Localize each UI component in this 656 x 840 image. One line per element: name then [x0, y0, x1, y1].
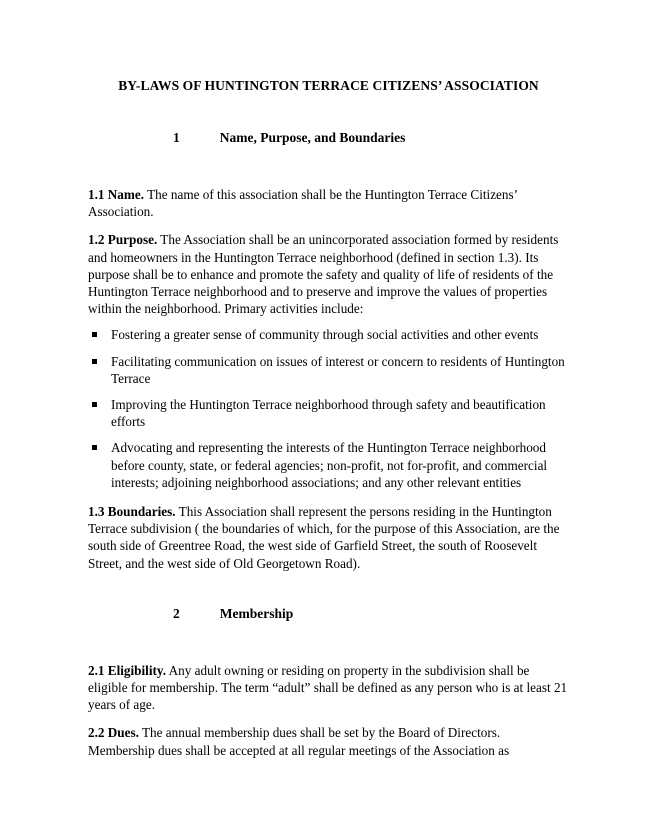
clause-1-2-label: 1.2 Purpose.	[88, 232, 158, 248]
square-bullet-icon	[92, 359, 97, 364]
section-number-1: 1	[173, 130, 180, 145]
clause-1-3	[88, 503, 569, 572]
list-item	[88, 326, 569, 343]
spacer	[88, 220, 569, 231]
list-item-text: Advocating and representing the interests of the Huntington Terrace neighborhood before county, state, or federal agencies; non-profit, not for-profit, and commercial interests; adjoining neighborhood associations; and any other relevant entities	[111, 440, 548, 490]
clause-2-2	[88, 724, 569, 758]
purpose-bullet-list	[88, 326, 569, 491]
clause-1-3-label: 1.3 Boundaries.	[88, 504, 176, 520]
spacer	[88, 713, 569, 724]
square-bullet-icon	[92, 445, 97, 450]
section-title-2: Membership	[219, 605, 294, 621]
clause-1-1	[88, 186, 569, 220]
list-item	[88, 353, 569, 387]
clause-1-1-text: The name of this association shall be the Huntington Terrace Citizens’ Association.	[88, 187, 518, 220]
spacer	[88, 622, 569, 662]
list-item	[88, 396, 569, 430]
clause-2-1-label: 2.1 Eligibility.	[88, 662, 167, 678]
section-number-2: 2	[173, 605, 180, 621]
purpose-bullet-list-wrapper	[88, 326, 569, 491]
list-item-text: Facilitating communication on issues of interest or concern to residents of Huntington Terrace	[111, 353, 565, 386]
section-title-1: Name, Purpose, and Boundaries	[219, 130, 406, 145]
clause-2-1	[88, 662, 569, 714]
list-item-text: Fostering a greater sense of community through social activities and other events	[111, 327, 539, 343]
clause-1-2-text: The Association shall be an unincorporated association formed by residents and homeowners in the Huntington Terrace neighborhood (defined in section 1.3). Its purpose shall be to enhance and promote the safety and quality of life of residents of the Huntington Terrace neighborhood and to preserve and improve the values of properties within the neighborhood. Primary activities include:	[88, 232, 559, 317]
clause-2-1-text: Any adult owning or residing on property in the subdivision shall be eligible for membership. The term “adult” shall be defined as any person who is at least 21 years of age.	[88, 662, 568, 713]
spacer	[88, 491, 569, 503]
document-body	[88, 0, 569, 759]
spacer	[88, 146, 569, 186]
clause-2-2-text: The annual membership dues shall be set by the Board of Directors. Membership dues shall be accepted at all regular meetings of the Association as	[88, 725, 510, 758]
spacer	[88, 94, 569, 129]
page-title: BY-LAWS OF HUNTINGTON TERRACE CITIZENS’ ASSOCIATION	[118, 78, 539, 93]
clause-1-3-text: This Association shall represent the persons residing in the Huntington Terrace subdivision ( the boundaries of which, for the purpose of this Association, are the south side of Greentree Road, the west side of Garfield Street, the south of Roosevelt Street, and the west side of Old Georgetown Road).	[88, 504, 560, 571]
spacer	[88, 572, 569, 605]
section-heading-1	[88, 129, 569, 146]
list-item	[88, 439, 569, 491]
clause-1-1-label: 1.1 Name.	[88, 187, 145, 202]
clause-2-2-label: 2.2 Dues.	[88, 725, 139, 741]
square-bullet-icon	[92, 402, 97, 407]
list-item-text: Improving the Huntington Terrace neighborhood through safety and beautification efforts	[111, 397, 546, 430]
square-bullet-icon	[92, 332, 97, 337]
clause-1-2	[88, 231, 569, 317]
section-heading-2	[88, 605, 569, 622]
